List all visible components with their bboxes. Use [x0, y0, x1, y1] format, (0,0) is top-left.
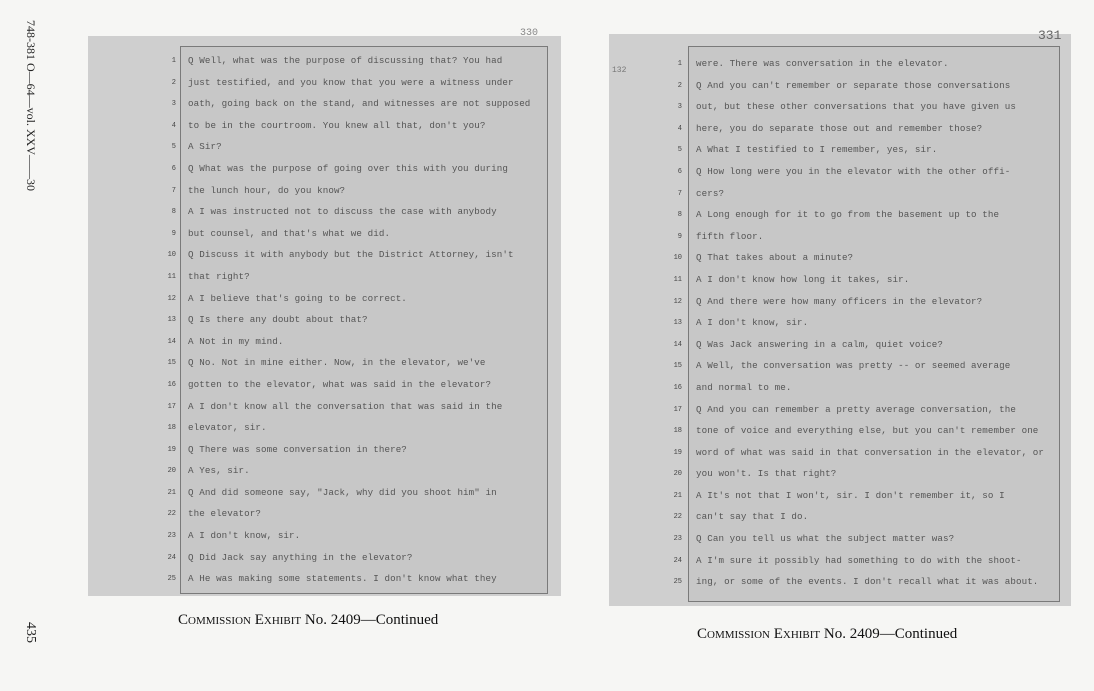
line-text: gotten to the elevator, what was said in the elevator?	[188, 378, 492, 390]
line-number: 23	[673, 535, 682, 544]
line-number: 24	[673, 556, 682, 565]
line-number: 19	[673, 448, 682, 457]
line-text: Q And did someone say, "Jack, why did you shoot him" in	[188, 486, 497, 498]
line-text: A I was instructed not to discuss the case with anybody	[188, 206, 497, 218]
transcript-line	[673, 379, 1058, 401]
line-number: 1	[171, 57, 176, 65]
line-text: the lunch hour, do you know?	[188, 184, 346, 196]
line-number: 14	[167, 337, 176, 346]
line-text: A I believe that's going to be correct.	[188, 292, 407, 304]
transcript-line	[171, 74, 546, 96]
transcript-line	[673, 271, 1058, 293]
line-text: Q What was the purpose of going over this with you during	[188, 162, 508, 174]
line-number: 22	[673, 513, 682, 522]
transcript-line	[673, 530, 1058, 552]
line-number: 15	[167, 359, 176, 368]
transcript-line	[167, 333, 546, 355]
transcript-line	[167, 419, 546, 441]
line-text: Q Did Jack say anything in the elevator?	[188, 551, 413, 563]
line-number: 4	[677, 124, 682, 133]
left-caption-main: Commission Exhibit	[178, 612, 302, 628]
transcript-line	[167, 505, 546, 527]
transcript-line	[677, 228, 1058, 250]
line-number: 7	[677, 189, 682, 198]
transcript-line	[673, 357, 1058, 379]
line-number: 7	[171, 186, 176, 195]
line-text: Q And you can't remember or separate those conversations	[696, 79, 1011, 91]
volume-spine-note: 748-381 O—64—vol. XXV——30	[24, 20, 38, 191]
line-number: 13	[673, 319, 682, 328]
line-number: 18	[167, 424, 176, 433]
left-transcript-lines	[167, 52, 546, 592]
transcript-line	[167, 246, 546, 268]
line-text: Q Is there any doubt about that?	[188, 314, 368, 326]
line-text: Q Was Jack answering in a calm, quiet voice?	[696, 338, 943, 350]
transcript-line	[677, 141, 1058, 163]
line-text: to be in the courtroom. You knew all that, don't you?	[188, 119, 486, 131]
line-text: the elevator?	[188, 508, 261, 520]
right-page-label: 331	[1038, 28, 1062, 43]
transcript-line	[677, 98, 1058, 120]
transcript-line	[673, 401, 1058, 423]
line-number: 20	[167, 467, 176, 476]
line-text: Q Can you tell us what the subject matter was?	[696, 533, 955, 545]
transcript-line	[171, 203, 546, 225]
line-number: 25	[673, 578, 682, 587]
line-text: word of what was said in that conversation in the elevator, or	[696, 446, 1045, 458]
line-number: 17	[167, 402, 176, 411]
line-number: 9	[171, 229, 176, 238]
transcript-line	[167, 441, 546, 463]
transcript-line	[167, 570, 546, 592]
line-text: that right?	[188, 270, 250, 282]
line-text: Q And you can remember a pretty average conversation, the	[696, 403, 1016, 415]
line-text: A Yes, sir.	[188, 465, 250, 477]
transcript-line	[673, 508, 1058, 530]
line-text: A I don't know how long it takes, sir.	[696, 273, 910, 285]
line-number: 5	[677, 146, 682, 155]
transcript-line	[677, 55, 1058, 77]
transcript-line	[167, 354, 546, 376]
transcript-line	[673, 314, 1058, 336]
transcript-line	[677, 206, 1058, 228]
transcript-line	[673, 465, 1058, 487]
transcript-line	[673, 552, 1058, 574]
line-number: 11	[167, 272, 176, 281]
line-number: 2	[171, 78, 176, 87]
line-number: 14	[673, 340, 682, 349]
line-number: 16	[673, 383, 682, 392]
right-caption-rest: No. 2409—Continued	[820, 626, 958, 642]
transcript-line	[167, 527, 546, 549]
line-text: Q Discuss it with anybody but the District Attorney, isn't	[188, 249, 514, 261]
left-caption-rest: No. 2409—Continued	[301, 612, 439, 628]
line-number: 8	[677, 211, 682, 220]
line-number: 12	[167, 294, 176, 303]
line-text: A What I testified to I remember, yes, sir.	[696, 144, 938, 156]
line-text: and normal to me.	[696, 381, 792, 393]
line-number: 1	[677, 60, 682, 68]
line-number: 24	[167, 553, 176, 562]
line-number: 10	[673, 254, 682, 263]
line-text: oath, going back on the stand, and witnesses are not supposed	[188, 98, 531, 110]
line-number: 3	[171, 100, 176, 109]
transcript-line	[673, 573, 1058, 595]
transcript-line	[171, 138, 546, 160]
transcript-line	[677, 185, 1058, 207]
line-number: 23	[167, 532, 176, 541]
line-number: 19	[167, 445, 176, 454]
transcript-line	[171, 225, 546, 247]
line-text: A I don't know all the conversation that was said in the	[188, 400, 503, 412]
line-text: out, but these other conversations that you have given us	[696, 101, 1016, 113]
line-text: ing, or some of the events. I don't recall what it was about.	[696, 576, 1039, 588]
transcript-line	[167, 549, 546, 571]
line-number: 15	[673, 362, 682, 371]
left-caption	[178, 612, 438, 629]
line-number: 9	[677, 232, 682, 241]
transcript-line	[673, 336, 1058, 358]
line-number: 3	[677, 103, 682, 112]
line-text: Q And there were how many officers in the elevator?	[696, 295, 983, 307]
line-text: A It's not that I won't, sir. I don't remember it, so I	[696, 489, 1005, 501]
transcript-line	[167, 311, 546, 333]
line-text: A Not in my mind.	[188, 335, 284, 347]
line-number: 10	[167, 251, 176, 260]
line-text: A Long enough for it to go from the basement up to the	[696, 209, 1000, 221]
line-text: Q There was some conversation in there?	[188, 443, 407, 455]
line-number: 8	[171, 208, 176, 217]
transcript-line	[677, 120, 1058, 142]
line-text: just testified, and you know that you were a witness under	[188, 76, 514, 88]
transcript-line	[673, 444, 1058, 466]
transcript-line	[167, 398, 546, 420]
line-text: Q Well, what was the purpose of discussing that? You had	[188, 55, 503, 66]
transcript-line	[171, 95, 546, 117]
line-number: 12	[673, 297, 682, 306]
right-transcript-lines	[673, 55, 1058, 595]
transcript-line	[673, 249, 1058, 271]
line-text: elevator, sir.	[188, 422, 267, 434]
transcript-line	[171, 52, 546, 74]
line-text: A Sir?	[188, 141, 222, 153]
transcript-line	[171, 160, 546, 182]
line-text: fifth floor.	[696, 230, 764, 242]
line-number: 18	[673, 427, 682, 436]
line-number: 25	[167, 575, 176, 584]
line-number: 6	[677, 167, 682, 176]
transcript-line	[171, 117, 546, 139]
transcript-line	[167, 462, 546, 484]
right-caption-main: Commission Exhibit	[697, 626, 821, 642]
line-text: A Well, the conversation was pretty -- or seemed average	[696, 360, 1011, 372]
transcript-line	[167, 290, 546, 312]
line-number: 16	[167, 380, 176, 389]
transcript-line	[673, 422, 1058, 444]
line-number: 13	[167, 316, 176, 325]
line-number: 4	[171, 121, 176, 130]
transcript-line	[167, 376, 546, 398]
line-number: 6	[171, 164, 176, 173]
line-text: cers?	[696, 187, 725, 199]
line-text: A I'm sure it possibly had something to do with the shoot-	[696, 554, 1022, 566]
transcript-line	[171, 182, 546, 204]
transcript-line	[167, 268, 546, 290]
line-number: 21	[673, 491, 682, 500]
line-number: 20	[673, 470, 682, 479]
transcript-line	[673, 293, 1058, 315]
line-text: Q That takes about a minute?	[696, 252, 854, 264]
line-text: were. There was conversation in the elevator.	[696, 58, 949, 69]
line-text: A I don't know, sir.	[188, 530, 301, 542]
line-number: 11	[673, 275, 682, 284]
line-number: 2	[677, 81, 682, 90]
left-page-label: 330	[520, 28, 539, 39]
transcript-line	[677, 163, 1058, 185]
line-text: A He was making some statements. I don't know what they	[188, 573, 497, 585]
line-text: can't say that I do.	[696, 511, 809, 523]
page-number: 435	[23, 622, 38, 643]
line-number: 17	[673, 405, 682, 414]
line-number: 22	[167, 510, 176, 519]
line-text: A I don't know, sir.	[696, 317, 809, 329]
line-number: 5	[171, 143, 176, 152]
line-text: but counsel, and that's what we did.	[188, 227, 391, 239]
line-text: here, you do separate those out and remember those?	[696, 122, 983, 134]
transcript-line	[167, 484, 546, 506]
line-text: Q No. Not in mine either. Now, in the elevator, we've	[188, 357, 486, 369]
line-text: you won't. Is that right?	[696, 468, 837, 480]
line-number: 21	[167, 488, 176, 497]
right-caption	[697, 626, 957, 643]
transcript-line	[677, 77, 1058, 99]
line-text: Q How long were you in the elevator with the other offi-	[696, 165, 1011, 177]
line-text: tone of voice and everything else, but you can't remember one	[696, 425, 1039, 437]
transcript-line	[673, 487, 1058, 509]
right-margin-mark: 132	[612, 66, 627, 75]
